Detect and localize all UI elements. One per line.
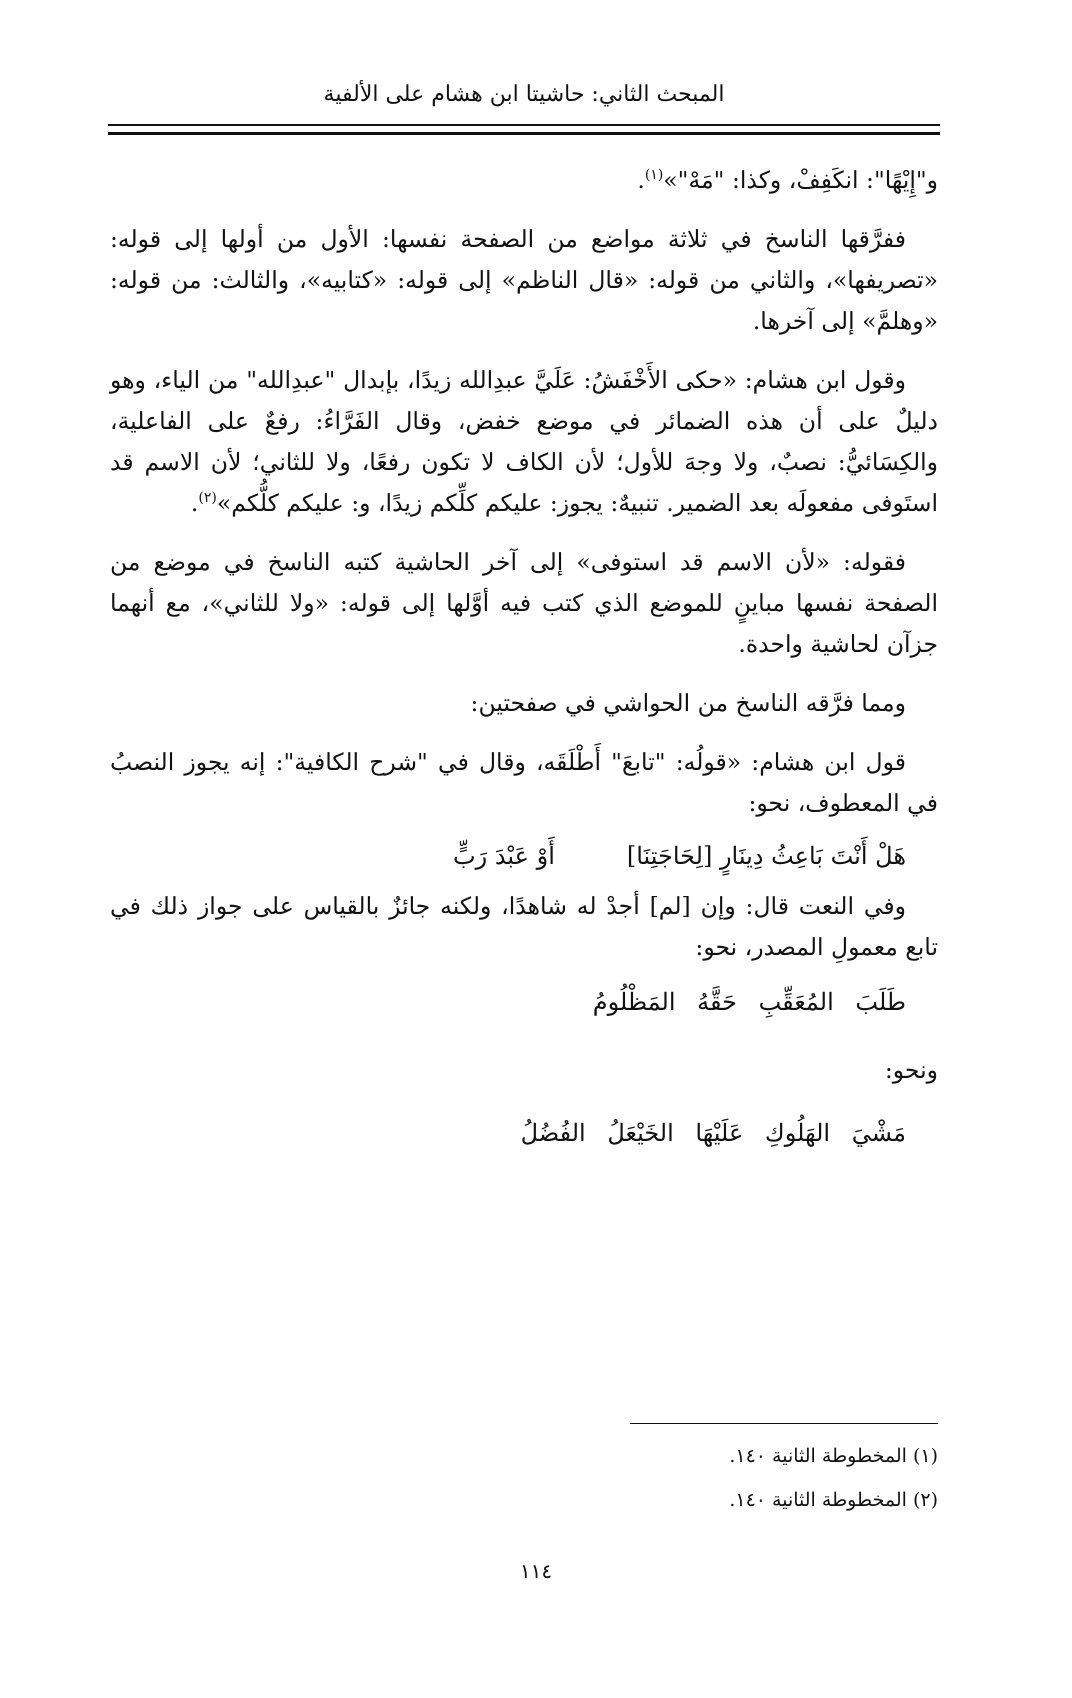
paragraph-6: قول ابن هشام: «قولُه: "تابعَ" أَطْلَقَه، وقال في "شرح الكافية": إنه يجوز النصبُ في المعطوف، نحو: — [110, 748, 938, 817]
paragraph-8: ونحو: — [884, 1056, 938, 1084]
verse-1 — [110, 832, 938, 880]
footnote-ref-2: (٢) — [198, 490, 217, 507]
header-rule-thin — [108, 124, 940, 126]
footnotes — [110, 1434, 938, 1522]
paragraph-1-end: . — [637, 166, 645, 194]
running-header: المبحث الثاني: حاشيتا ابن هشام على الألفية — [323, 82, 725, 107]
paragraph-2: ففرَّقها الناسخ في ثلاثة مواضع من الصفحة نفسها: الأول من أولها إلى قوله: «تصريفها»، والثاني من قوله: «قال الناظم» إلى قوله: «كتابيه»، والثالث: من قوله: «وهلمَّ» إلى آخرها. — [110, 225, 938, 335]
paragraph-1-text: و"إِيْهًا": انكَفِفْ، وكذا: "مَهْ"» — [663, 166, 938, 194]
verse-1-second-hemistich: أَوْ عَبْدَ رَبٍّ — [453, 842, 555, 870]
footnote-separator — [630, 1423, 938, 1424]
verse-3: مَشْيَ الهَلُوكِ عَلَيْهَا الخَيْعَلُ الفُضُلُ — [520, 1119, 906, 1147]
paragraph-1 — [110, 160, 938, 201]
header-rule-thick — [108, 132, 940, 135]
footnote-1: (١) المخطوطة الثانية ١٤٠. — [729, 1445, 938, 1467]
page-number: ١١٤ — [519, 1559, 553, 1583]
paragraph-4: فقوله: «لأن الاسم قد استوفى» إلى آخر الحاشية كتبه الناسخ في موضع من الصفحة نفسها مباينٍ للموضع الذي كتب فيه أوَّلها إلى قوله: «ولا للثاني»، مع أنهما جزآن لحاشية واحدة. — [110, 548, 938, 658]
paragraph-3-end: . — [190, 489, 199, 517]
footnote-ref-1: (١) — [644, 167, 664, 184]
paragraph-5: ومما فرَّقه الناسخ من الحواشي في صفحتين: — [470, 689, 906, 717]
paragraph-3 — [110, 360, 938, 524]
footnote-2: (٢) المخطوطة الثانية ١٤٠. — [729, 1489, 938, 1511]
verse-1-first-hemistich: هَلْ أَنْتَ بَاعِثُ دِينَارٍ [لِحَاجَتِنَا] — [626, 842, 906, 870]
main-text — [110, 160, 938, 1181]
paragraph-7: وفي النعت قال: وإن [لم] أجدْ له شاهدًا، ولكنه جائزٌ بالقياس على جواز ذلك في تابع معمولِ المصدر، نحو: — [110, 892, 938, 961]
paragraph-3-text: وقول ابن هشام: «حكى الأَخْفَشُ: عَلَيَّ عبدِالله زيدًا، بإبدال "عبدِالله" من الياء، وهو دليلٌ على أن هذه الضمائر في موضع خفض، وقال الفَرَّاءُ: رفعٌ على الفاعلية، والكِسَائيُّ: نصبٌ، ولا وجهَ للأول؛ لأن الكاف لا تكون رفعًا، ولا للثاني؛ لأن الاسم قد استَوفى مفعولَه بعد الضمير. تنبيهٌ: يجوز: عليكم كلِّكم زيدًا، و: عليكم كلُّكم» — [110, 366, 938, 517]
verse-2: طَلَبَ المُعَقِّبِ حَقَّهُ المَظْلُومُ — [592, 988, 906, 1016]
